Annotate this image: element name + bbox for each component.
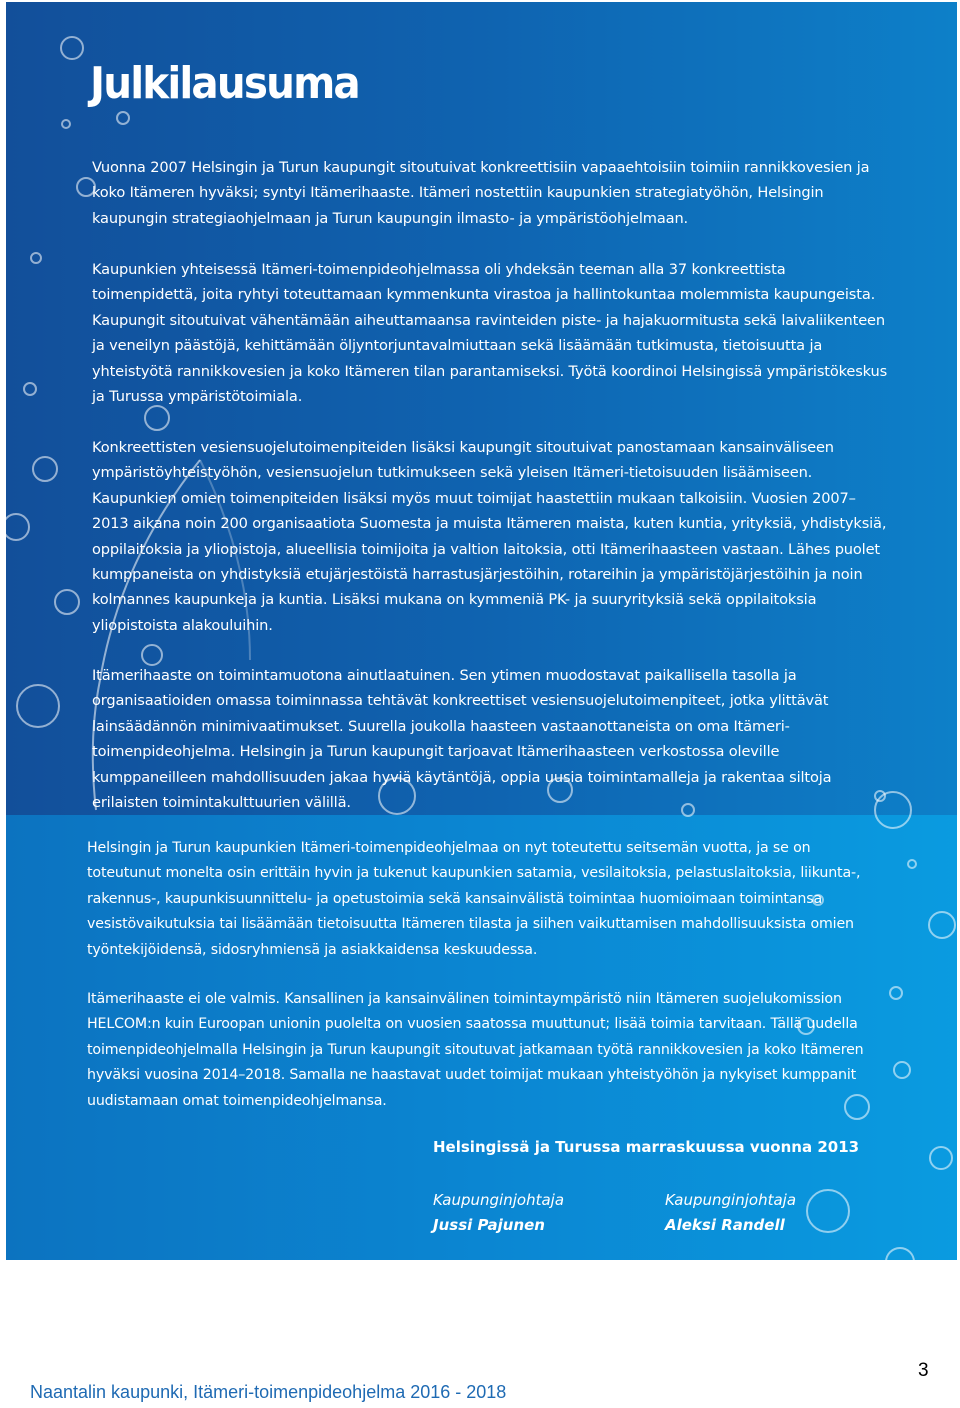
signer-role: Kaupunginjohtaja <box>665 1191 797 1209</box>
signature-place-date: Helsingissä ja Turussa marraskuussa vuonna 2013 <box>433 1138 860 1156</box>
signature-block-2 <box>665 1188 796 1238</box>
paragraph-uniqueness: Itämerihaaste on toimintamuotona ainutlaatuinen. Sen ytimen muodostavat paikallisella tasolla ja organisaatioiden omassa toiminnassa tehtävät konkreettiset vesiensuojelutoimenpiteet, jotka ylittävät lainsäädännön minimivaatimukset. Suurella joukolla haasteen vastaanottaneista on oma Itämeri-toimenpideohjelma. Helsingin ja Turun kaupungit tarjoavat Itämerihaasteen verkostossa oleville kumppaneilleen mahdollisuuden jakaa hyviä käytäntöjä, oppia uusia toimintamalleja ja rakentaa siltoja erilaisten toimintakulttuurien välillä. <box>92 667 832 812</box>
paragraph-future: Itämerihaaste ei ole valmis. Kansallinen ja kansainvälinen toimintaympäristö niin Itämeren suojelukomission HELCOM:n kuin Euroopan unionin puolelta on vuosien saatossa muuttunut; lisää toimia tarvitaan. Tällä uudella toimenpideohjelmalla Helsingin ja Turun kaupungit sitoutuvat jatkamaan työtä rannikkovesien ja koko Itämeren hyväksi vuosina 2014–2018. Samalla ne haastavat uudet toimijat mukaan yhteistyöhön ja nykyiset kumppanit uudistamaan omat toimenpideohjelmansa. <box>87 991 864 1109</box>
page-number: 3 <box>918 1360 929 1381</box>
signer-name: Jussi Pajunen <box>433 1216 545 1234</box>
signature-block-1 <box>433 1188 564 1238</box>
footer-document-title: Naantalin kaupunki, Itämeri-toimenpideohjelma 2016 - 2018 <box>30 1382 507 1402</box>
signer-role: Kaupunginjohtaja <box>433 1191 565 1209</box>
page-title: Julkilausuma <box>90 58 359 109</box>
paragraph-intro: Vuonna 2007 Helsingin ja Turun kaupungit sitoutuivat konkreettisiin vapaaehtoisiin toimiin rannikkovesien ja koko Itämeren hyväksi; syntyi Itämerihaaste. Itämeri nostettiin kaupunkien strategiatyöhön, Helsingin kaupungin strategiaohjelmaan ja Turun kaupungin ilmasto- ja ympäristöohjelmaan. <box>92 159 870 227</box>
paragraph-progress: Helsingin ja Turun kaupunkien Itämeri-toimenpideohjelmaa on nyt toteutettu seitsemän vuotta, ja se on toteutunut monelta osin erittäin hyvin ja tukenut kaupunkien satamia, vesilaitoksia, pelastuslaitoksia, liikunta-, rakennus-, kaupunkisuunnittelu- ja opetustoimia sekä kansainvälistä toimintaa huomioimaan toimintansa vesistövaikutuksia tai lisäämään tietoisuutta Itämeren tilasta ja siihen vaikuttamisen mahdollisuuksista omien työntekijöidensä, sidosryhmiensä ja asiakkaidensa keskuudessa. <box>87 840 861 958</box>
paragraph-program: Kaupunkien yhteisessä Itämeri-toimenpideohjelmassa oli yhdeksän teeman alla 37 konkreettista toimenpidettä, joita ryhtyi toteuttamaan kymmenkunta virastoa ja hallintokuntaa molemmista kaupungeista. Kaupungit sitoutuivat vähentämään aiheuttamaansa ravinteiden piste- ja hajakuormitusta sekä laivaliikenteen ja veneilyn päästöjä, kehittämään öljyntorjuntavalmiuttaan sekä lisäämään tutkimusta, tietoisuutta ja yhteistyötä rannikkovesien ja koko Itämeren tilan parantamiseksi. Työtä koordinoi Helsingissä ympäristökeskus ja Turussa ympäristötoimiala. <box>92 261 888 406</box>
signer-name: Aleksi Randell <box>665 1216 785 1234</box>
paragraph-cooperation: Konkreettisten vesiensuojelutoimenpiteiden lisäksi kaupungit sitoutuivat panostamaan kansainväliseen ympäristöyhteistyöhön, vesiensuojelun tutkimukseen sekä yleisen Itämeri-tietoisuuden lisäämiseen. Kaupunkien omien toimenpiteiden lisäksi myös muut toimijat haastettiin mukaan talkoisiin. Vuosien 2007–2013 aikana noin 200 organisaatiota Suomesta ja muista Itämeren maista, kuten kuntia, yrityksiä, yhdistyksiä, oppilaitoksia ja yliopistoja, alueellisia toimijoita ja valtion laitoksia, otti Itämerihaasteen vastaan. Lähes puolet kumppaneista on yhdistyksiä etujärjestöistä harrastusjärjestöihin, rotareihin ja ympäristöjärjestöihin ja noin kolmannes kaupunkeja ja kuntia. Lisäksi mukana on kymmeniä PK- ja suuryrityksiä sekä oppilaitoksia yliopistoista alakouluihin. <box>92 439 887 634</box>
